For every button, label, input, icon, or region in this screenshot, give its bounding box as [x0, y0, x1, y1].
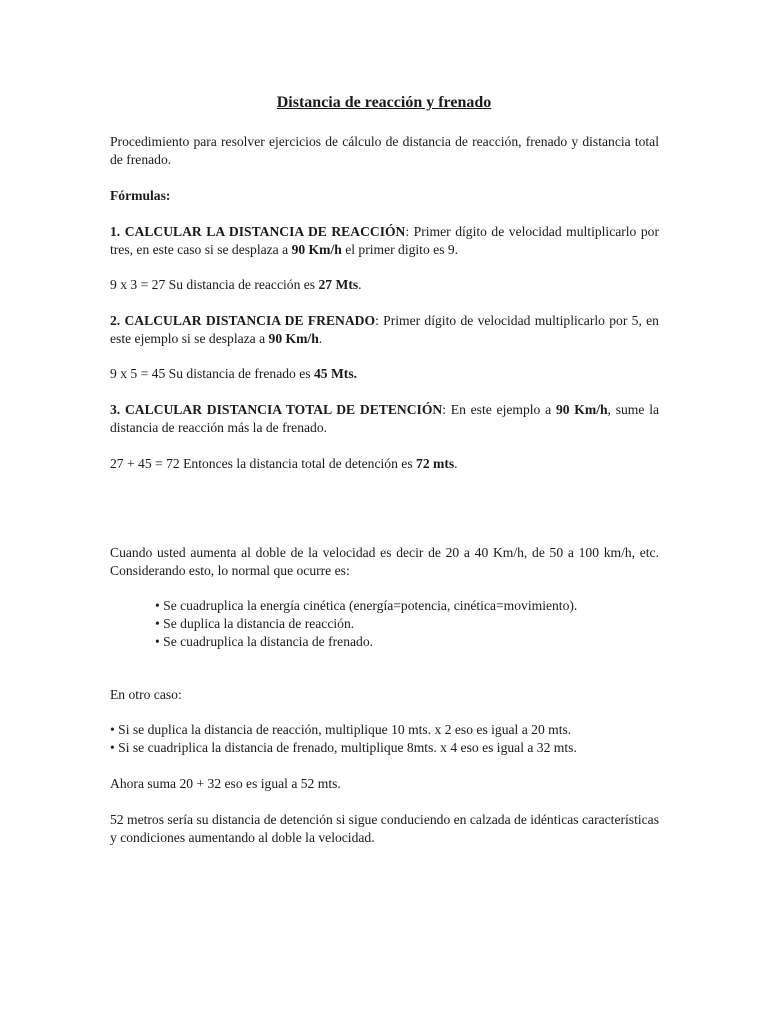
section3-result: 72 mts [416, 456, 455, 471]
list-item: • Se cuadruplica la energía cinética (energía=potencia, cinética=movimiento). [155, 598, 578, 613]
section1-calculation [110, 276, 659, 294]
section2-text-b: . [318, 331, 323, 346]
section3-text-b: , sume la distancia de reacción más la de frenado. [110, 402, 660, 435]
section2-result: 45 Mts. [313, 366, 358, 381]
section2-speed: 90 Km/h [268, 331, 319, 346]
formulas-heading: Fórmulas: [110, 188, 171, 203]
section3-calc-text: 27 + 45 = 72 Entonces la distancia total de detención es [110, 456, 417, 471]
section2-heading: 2. CALCULAR DISTANCIA DE FRENADO [110, 313, 376, 328]
double-speed-list [155, 597, 675, 651]
list-item: • Se cuadruplica la distancia de frenado. [155, 634, 374, 649]
other-case-list [110, 721, 670, 757]
list-item: • Si se cuadriplica la distancia de frenado, multiplique 8mts. x 4 eso es igual a 32 mts. [110, 740, 577, 755]
section3-text-a: : En este ejemplo a [442, 402, 556, 417]
list-item: • Si se duplica la distancia de reacción, multiplique 10 mts. x 2 eso es igual a 20 mts. [110, 722, 572, 737]
section1-text-b: el primer digito es 9. [341, 242, 459, 257]
section2-text-a: : Primer dígito de velocidad multiplicarlo por 5, en este ejemplo si se desplaza a [110, 313, 659, 346]
section3-calculation [110, 455, 659, 473]
section1-text-a: : Primer dígito de velocidad multiplicarlo por tres, en este caso si se desplaza a [110, 224, 659, 257]
section3-speed: 90 Km/h [555, 402, 608, 417]
section3-paragraph [110, 401, 659, 437]
section1-result: 27 Mts [318, 277, 359, 292]
section1-calc-text: 9 x 3 = 27 Su distancia de reacción es [110, 277, 319, 292]
section2-calc-text: 9 x 5 = 45 Su distancia de frenado es [110, 366, 314, 381]
conclusion-paragraph: 52 metros sería su distancia de detención si sigue conduciendo en calzada de idénticas características y condiciones aumentando al doble la velocidad. [110, 812, 659, 845]
section2-calculation [110, 365, 659, 383]
section1-speed: 90 Km/h [291, 242, 342, 257]
double-speed-paragraph: Cuando usted aumenta al doble de la velocidad es decir de 20 a 40 Km/h, de 50 a 100 km/h, etc. Considerando esto, lo normal que ocurre es: [110, 545, 659, 578]
sum-paragraph: Ahora suma 20 + 32 eso es igual a 52 mts. [110, 776, 341, 791]
section3-calc-end: . [454, 456, 458, 471]
section2-paragraph [110, 312, 659, 348]
list-item: • Se duplica la distancia de reacción. [155, 616, 355, 631]
intro-paragraph: Procedimiento para resolver ejercicios de cálculo de distancia de reacción, frenado y distancia total de frenado. [110, 134, 659, 167]
section1-paragraph [110, 223, 659, 259]
section1-heading: 1. CALCULAR LA DISTANCIA DE REACCIÓN [110, 224, 406, 239]
document-title: Distancia de reacción y frenado [276, 94, 492, 111]
other-case-heading: En otro caso: [110, 687, 182, 702]
section3-heading: 3. CALCULAR DISTANCIA TOTAL DE DETENCIÓN [110, 402, 443, 417]
section1-calc-end: . [358, 277, 362, 292]
